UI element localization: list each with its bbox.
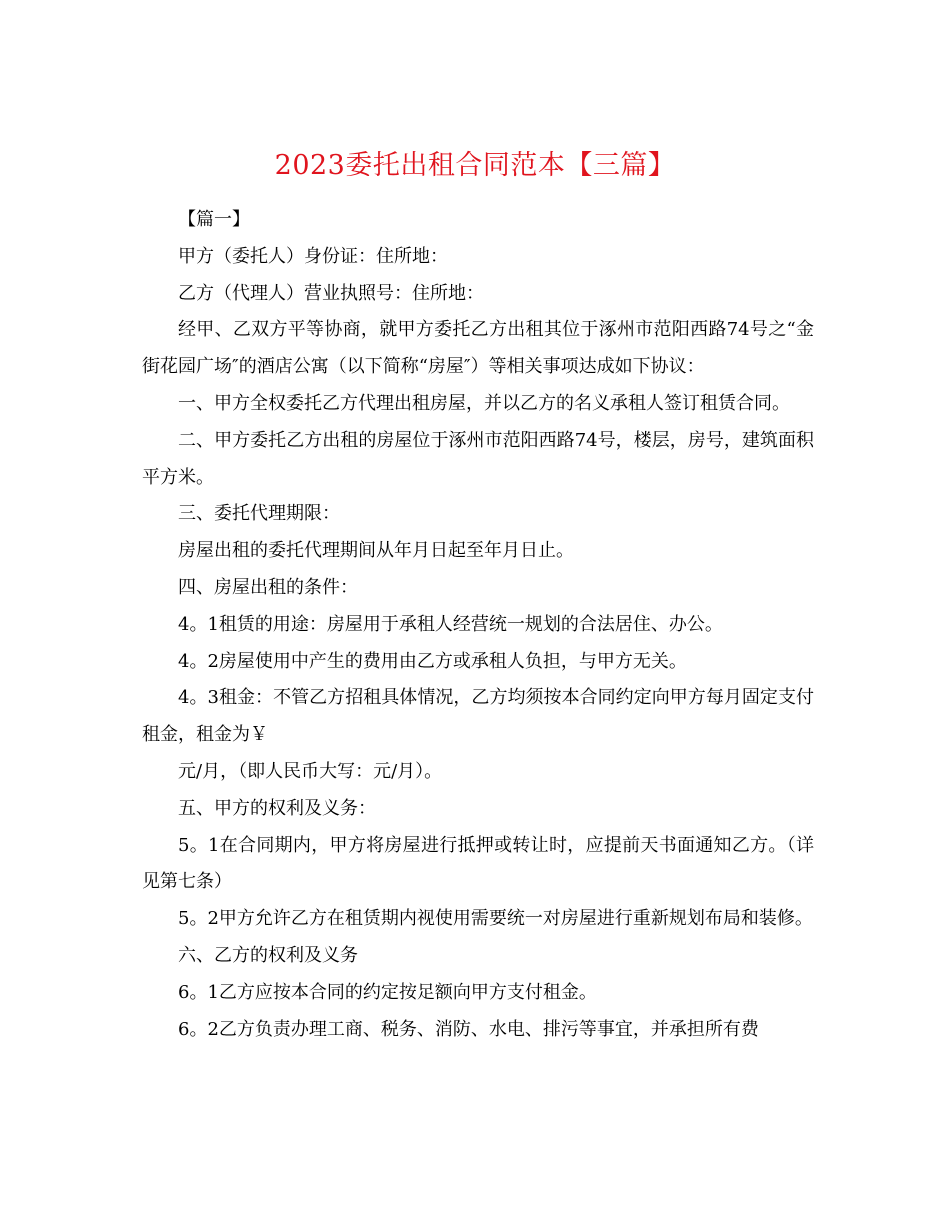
- paragraph-clause-3-heading: 三、委托代理期限：: [178, 503, 340, 525]
- document-title: 2023委托出租合同范本【三篇】: [274, 150, 676, 182]
- paragraph-clause-6-2: 6。2乙方负责办理工商、税务、消防、水电、排污等事宜，并承担所有费: [178, 1018, 759, 1040]
- paragraph-clause-4-3: 4。3租金：不管乙方招租具体情况，乙方均须按本合同约定向甲方每月固定支付租金，租金为￥: [142, 687, 814, 746]
- paragraph-clause-3-body: 房屋出租的委托代理期间从年月日起至年月日止。: [178, 540, 574, 562]
- paragraph-clause-4-3-amount: 元/月，（即人民币大写：元/月）。: [178, 760, 443, 782]
- paragraph-party-a: 甲方（委托人）身份证：住所地：: [178, 245, 448, 267]
- paragraph-clause-5-heading: 五、甲方的权利及义务：: [178, 797, 376, 819]
- paragraph-clause-5-2: 5。2甲方允许乙方在租赁期内视使用需要统一对房屋进行重新规划布局和装修。: [178, 908, 813, 930]
- paragraph-clause-5-1: 5。1在合同期内，甲方将房屋进行抵押或转让时，应提前天书面通知乙方。（详见第七条）: [142, 834, 814, 893]
- paragraph-section-heading: 【篇一】: [178, 209, 250, 230]
- paragraph-clause-6-1: 6。1乙方应按本合同的约定按足额向甲方支付租金。: [178, 981, 597, 1003]
- paragraph-party-b: 乙方（代理人）营业执照号：住所地：: [178, 282, 484, 304]
- paragraph-clause-6-heading: 六、乙方的权利及义务: [178, 944, 358, 966]
- paragraph-clause-4-2: 4。2房屋使用中产生的费用由乙方或承租人负担，与甲方无关。: [178, 650, 687, 672]
- paragraph-clause-4-1: 4。1租赁的用途：房屋用于承租人经营统一规划的合法居住、办公。: [178, 613, 723, 635]
- document-body: [142, 202, 814, 1048]
- paragraph-clause-1: 一、甲方全权委托乙方代理出租房屋，并以乙方的名义承租人签订租赁合同。: [178, 392, 790, 414]
- paragraph-clause-4-heading: 四、房屋出租的条件：: [178, 576, 358, 598]
- paragraph-clause-2: 二、甲方委托乙方出租的房屋位于涿州市范阳西路74号，楼层，房号，建筑面积平方米。: [142, 429, 814, 488]
- paragraph-preamble: 经甲、乙双方平等协商，就甲方委托乙方出租其位于涿州市范阳西路74号之“金街花园广场″的酒店公寓（以下简称“房屋″）等相关事项达成如下协议：: [142, 319, 814, 378]
